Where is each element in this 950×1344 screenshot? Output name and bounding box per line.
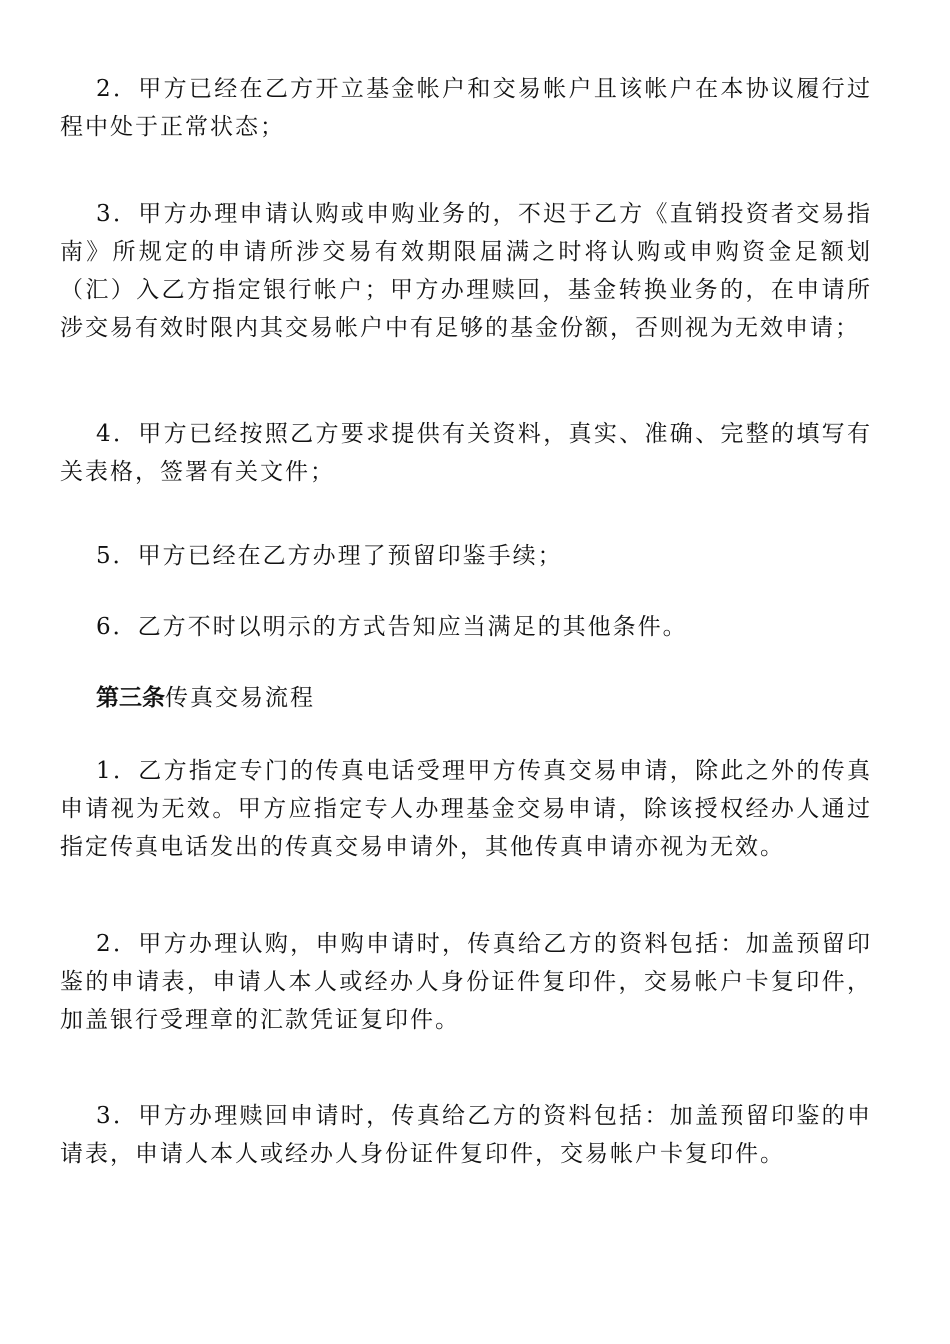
clause-6-paragraph: 6．乙方不时以明示的方式告知应当满足的其他条件。: [96, 614, 688, 640]
fax-clause-2-paragraph: 2．甲方办理认购，申购申请时，传真给乙方的资料包括：加盖预留印鉴的申请表，申请人本人或经办人身份证件复印件，交易帐户卡复印件，加盖银行受理章的汇款凭证复印件。: [60, 931, 872, 1033]
fax-clause-3-paragraph: 3．甲方办理赎回申请时，传真给乙方的资料包括：加盖预留印鉴的申请表，申请人本人或经办人身份证件复印件，交易帐户卡复印件。: [60, 1103, 872, 1167]
section-heading: [60, 679, 872, 717]
clause-4-paragraph: 4．甲方已经按照乙方要求提供有关资料，真实、准确、完整的填写有关表格，签署有关文件；: [60, 421, 872, 485]
section-title: 传真交易流程: [165, 685, 315, 711]
section-number: 第三条: [96, 685, 165, 711]
clause-5-paragraph: 5．甲方已经在乙方办理了预留印鉴手续；: [96, 543, 563, 569]
clause-3-paragraph: 3．甲方办理申请认购或申购业务的，不迟于乙方《直销投资者交易指南》所规定的申请所涉交易有效期限届满之时将认购或申购资金足额划（汇）入乙方指定银行帐户；甲方办理赎回，基金转换业务的，在申请所涉交易有效时限内其交易帐户中有足够的基金份额，否则视为无效申请；: [60, 201, 872, 341]
clause-2-paragraph: 2．甲方已经在乙方开立基金帐户和交易帐户且该帐户在本协议履行过程中处于正常状态；: [60, 76, 872, 140]
fax-clause-1-paragraph: 1．乙方指定专门的传真电话受理甲方传真交易申请，除此之外的传真申请视为无效。甲方应指定专人办理基金交易申请，除该授权经办人通过指定传真电话发出的传真交易申请外，其他传真申请亦视为无效。: [60, 758, 872, 860]
